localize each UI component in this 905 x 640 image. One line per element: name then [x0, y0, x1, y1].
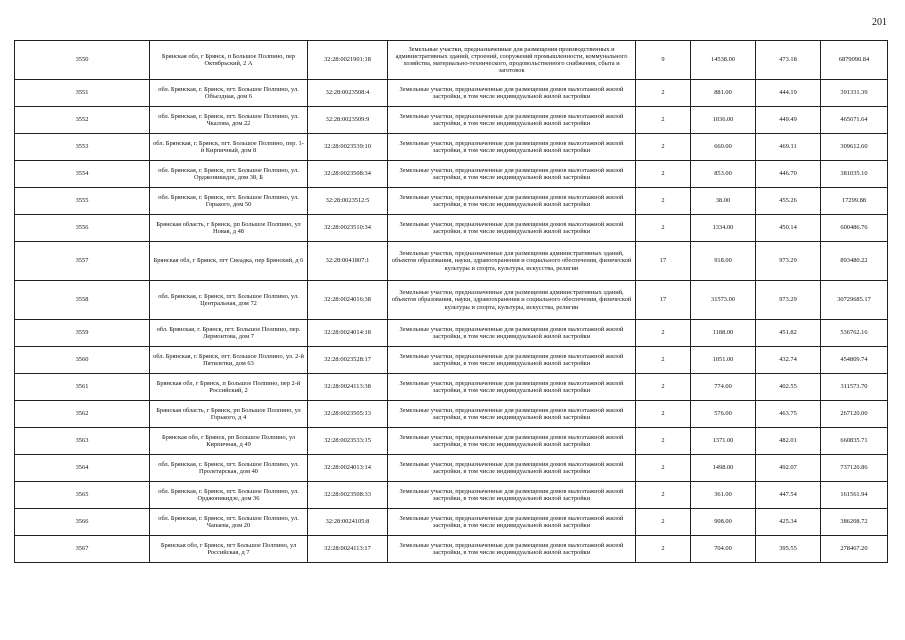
cadastral-number-cell: 32:28:0024105:8 [308, 509, 388, 536]
specific-value-cell: 973.29 [756, 281, 821, 320]
address-cell: обл. Брянская, г. Брянск, пгт. Большое Полпино, ул. Чкалова, дом 22 [150, 107, 308, 134]
cadastral-value-cell: 600486.76 [821, 215, 888, 242]
use-group-cell: 2 [636, 482, 691, 509]
land-use-description-cell: Земельные участки, предназначенные для размещения домов малоэтажной жилой застройки, в том числе индивидуальной жилой застройки [388, 374, 636, 401]
land-use-description-cell: Земельные участки, предназначенные для размещения домов малоэтажной жилой застройки, в том числе индивидуальной жилой застройки [388, 536, 636, 563]
row-number-cell: 3557 [15, 242, 150, 281]
address-cell: Брянская обл, г Брянск, рп Большое Полпино, ул Кирпичная, д 49 [150, 428, 308, 455]
row-number-cell: 3556 [15, 215, 150, 242]
cadastral-number-cell: 32:28:0024113:38 [308, 374, 388, 401]
row-number-cell: 3558 [15, 281, 150, 320]
address-cell: Брянская обл, г Брянск, пгт Большое Полпино, ул Российская, д 7 [150, 536, 308, 563]
address-cell: обл. Брянская, г. Брянск, пгт. Большое Полпино, ул. Орджоникидзе, дом 36 [150, 482, 308, 509]
specific-value-cell: 482.01 [756, 428, 821, 455]
area-cell: 853.00 [691, 161, 756, 188]
cadastral-number-cell: 32:28:0041807:1 [308, 242, 388, 281]
address-cell: обл. Брянская, г. Брянск, пгт. Большое Полпино, ул. Объездная, дом 6 [150, 80, 308, 107]
cadastral-value-cell: 267120.00 [821, 401, 888, 428]
use-group-cell: 2 [636, 80, 691, 107]
address-cell: Брянская обл, г Брянск, п Большое Полпино, пер 2-й Российский, 2 [150, 374, 308, 401]
use-group-cell: 2 [636, 320, 691, 347]
land-use-description-cell: Земельные участки, предназначенные для размещения домов малоэтажной жилой застройки, в том числе индивидуальной жилой застройки [388, 80, 636, 107]
row-number-cell: 3565 [15, 482, 150, 509]
cadastral-value-cell: 6879090.84 [821, 41, 888, 80]
use-group-cell: 2 [636, 374, 691, 401]
land-use-description-cell: Земельные участки, предназначенные для размещения административных зданий, объектов образования, науки, здравоохранения и социального обеспечения, физической культуры и спорта, культуры, искусства, религии [388, 281, 636, 320]
use-group-cell: 9 [636, 41, 691, 80]
use-group-cell: 2 [636, 401, 691, 428]
table-row [15, 281, 888, 320]
land-use-description-cell: Земельные участки, предназначенные для размещения домов малоэтажной жилой застройки, в том числе индивидуальной жилой застройки [388, 509, 636, 536]
cadastral-number-cell: 32:28:0024016:38 [308, 281, 388, 320]
specific-value-cell: 455.26 [756, 188, 821, 215]
specific-value-cell: 447.54 [756, 482, 821, 509]
cadastral-number-cell: 32:28:0023508:4 [308, 80, 388, 107]
table-row [15, 347, 888, 374]
cadastral-value-cell: 536762.16 [821, 320, 888, 347]
cadastral-value-cell: 30729685.17 [821, 281, 888, 320]
cadastral-number-cell: 32:28:0024013:14 [308, 455, 388, 482]
area-cell: 1498.00 [691, 455, 756, 482]
row-number-cell: 3559 [15, 320, 150, 347]
address-cell: обл. Брянская, г. Брянск, пгт. Большое Полпино, ул. 2-й Пятилетки, дом 63 [150, 347, 308, 374]
table-row [15, 188, 888, 215]
address-cell: Брянская область, г Брянск, рп Большое Полпино, ул Новая, д 48 [150, 215, 308, 242]
cadastral-number-cell: 32:28:0023505:13 [308, 401, 388, 428]
table-row [15, 536, 888, 563]
row-number-cell: 3555 [15, 188, 150, 215]
use-group-cell: 2 [636, 134, 691, 161]
specific-value-cell: 449.49 [756, 107, 821, 134]
area-cell: 14538.00 [691, 41, 756, 80]
table-row [15, 107, 888, 134]
cadastral-value-cell: 381035.10 [821, 161, 888, 188]
use-group-cell: 2 [636, 509, 691, 536]
cadastral-value-cell: 893480.22 [821, 242, 888, 281]
land-use-description-cell: Земельные участки, предназначенные для размещения домов малоэтажной жилой застройки, в том числе индивидуальной жилой застройки [388, 347, 636, 374]
land-use-description-cell: Земельные участки, предназначенные для размещения домов малоэтажной жилой застройки, в том числе индивидуальной жилой застройки [388, 215, 636, 242]
row-number-cell: 3564 [15, 455, 150, 482]
row-number-cell: 3560 [15, 347, 150, 374]
table-row [15, 428, 888, 455]
land-use-description-cell: Земельные участки, предназначенные для размещения домов малоэтажной жилой застройки, в том числе индивидуальной жилой застройки [388, 401, 636, 428]
area-cell: 1334.00 [691, 215, 756, 242]
area-cell: 1188.00 [691, 320, 756, 347]
use-group-cell: 2 [636, 428, 691, 455]
land-use-description-cell: Земельные участки, предназначенные для размещения административных зданий, объектов образования, науки, здравоохранения и социального обеспечения, физической культуры и спорта, культуры, искусства, религии [388, 242, 636, 281]
cadastral-number-cell: 32:28:0023508:33 [308, 482, 388, 509]
land-use-description-cell: Земельные участки, предназначенные для размещения домов малоэтажной жилой застройки, в том числе индивидуальной жилой застройки [388, 482, 636, 509]
specific-value-cell: 451.82 [756, 320, 821, 347]
address-cell: обл. Брянская, г. Брянск, пгт. Большое Полпино, ул. Центральная, дом 72 [150, 281, 308, 320]
table-row [15, 482, 888, 509]
table-row [15, 455, 888, 482]
cadastral-number-cell: 32:28:0023508:34 [308, 161, 388, 188]
cadastral-value-cell: 454809.74 [821, 347, 888, 374]
address-cell: обл. Брянская, г. Брянск, пгт. Большое Полпино, ул. Пролетарская, дом 40 [150, 455, 308, 482]
specific-value-cell: 432.74 [756, 347, 821, 374]
specific-value-cell: 450.14 [756, 215, 821, 242]
area-cell: 361.00 [691, 482, 756, 509]
use-group-cell: 2 [636, 107, 691, 134]
row-number-cell: 3552 [15, 107, 150, 134]
use-group-cell: 2 [636, 161, 691, 188]
address-cell: обл. Брянская, г. Брянск, пгт. Большое Полпино, ул. Чапаева, дом 20 [150, 509, 308, 536]
table-row [15, 374, 888, 401]
table-row [15, 242, 888, 281]
row-number-cell: 3567 [15, 536, 150, 563]
address-cell: обл. Брянская, г. Брянск, пгт. Большое Полпино, пер. Лермонтова, дом 7 [150, 320, 308, 347]
cadastral-value-table [14, 40, 888, 563]
use-group-cell: 2 [636, 215, 691, 242]
cadastral-value-cell: 660835.71 [821, 428, 888, 455]
table-row [15, 401, 888, 428]
row-number-cell: 3562 [15, 401, 150, 428]
use-group-cell: 2 [636, 188, 691, 215]
table-row [15, 215, 888, 242]
cadastral-value-cell: 311573.70 [821, 374, 888, 401]
area-cell: 774.00 [691, 374, 756, 401]
cadastral-number-cell: 32:28:0023539:10 [308, 134, 388, 161]
cadastral-number-cell: 32:28:0023533:15 [308, 428, 388, 455]
area-cell: 1371.00 [691, 428, 756, 455]
page-number: 201 [872, 17, 887, 28]
use-group-cell: 2 [636, 455, 691, 482]
cadastral-value-cell: 161561.94 [821, 482, 888, 509]
land-use-description-cell: Земельные участки, предназначенные для размещения домов малоэтажной жилой застройки, в том числе индивидуальной жилой застройки [388, 134, 636, 161]
address-cell: Брянская обл, г Брянск, п Большое Полпино, пер Октябрьский, 2 А [150, 41, 308, 80]
table-row [15, 320, 888, 347]
area-cell: 31573.00 [691, 281, 756, 320]
cadastral-value-cell: 309612.60 [821, 134, 888, 161]
row-number-cell: 3561 [15, 374, 150, 401]
specific-value-cell: 395.55 [756, 536, 821, 563]
row-number-cell: 3563 [15, 428, 150, 455]
cadastral-value-cell: 391331.39 [821, 80, 888, 107]
table-body [15, 41, 888, 563]
specific-value-cell: 446.70 [756, 161, 821, 188]
land-use-description-cell: Земельные участки, предназначенные для размещения производственных и административных зданий, строений, сооружений промышленности, коммунального хозяйства, материально-технического, продовольственного снабжения, сбыта и заготовок [388, 41, 636, 80]
cadastral-value-cell: 465671.64 [821, 107, 888, 134]
specific-value-cell: 463.75 [756, 401, 821, 428]
area-cell: 908.00 [691, 509, 756, 536]
specific-value-cell: 425.34 [756, 509, 821, 536]
specific-value-cell: 492.07 [756, 455, 821, 482]
row-number-cell: 3551 [15, 80, 150, 107]
area-cell: 576.00 [691, 401, 756, 428]
cadastral-value-cell: 737120.86 [821, 455, 888, 482]
table-row [15, 134, 888, 161]
row-number-cell: 3566 [15, 509, 150, 536]
specific-value-cell: 402.55 [756, 374, 821, 401]
address-cell: Брянская область, г Брянск, рп Большое Полпино, ул Горького, д 4 [150, 401, 308, 428]
cadastral-number-cell: 32:28:0023512:5 [308, 188, 388, 215]
specific-value-cell: 469.11 [756, 134, 821, 161]
area-cell: 38.00 [691, 188, 756, 215]
address-cell: Брянская обл, г Брянск, пгт Свеадка, пер Брянский, д 6 [150, 242, 308, 281]
use-group-cell: 17 [636, 281, 691, 320]
row-number-cell: 3554 [15, 161, 150, 188]
cadastral-number-cell: 32:28:0023528:17 [308, 347, 388, 374]
area-cell: 881.00 [691, 80, 756, 107]
land-use-description-cell: Земельные участки, предназначенные для размещения домов малоэтажной жилой застройки, в том числе индивидуальной жилой застройки [388, 161, 636, 188]
cadastral-number-cell: 32:28:0024113:17 [308, 536, 388, 563]
area-cell: 1036.00 [691, 107, 756, 134]
area-cell: 704.00 [691, 536, 756, 563]
table-row [15, 161, 888, 188]
area-cell: 1051.00 [691, 347, 756, 374]
land-use-description-cell: Земельные участки, предназначенные для размещения домов малоэтажной жилой застройки, в том числе индивидуальной жилой застройки [388, 428, 636, 455]
specific-value-cell: 973.29 [756, 242, 821, 281]
table-row [15, 509, 888, 536]
area-cell: 660.00 [691, 134, 756, 161]
land-use-description-cell: Земельные участки, предназначенные для размещения домов малоэтажной жилой застройки, в том числе индивидуальной жилой застройки [388, 107, 636, 134]
cadastral-value-cell: 17299.88 [821, 188, 888, 215]
row-number-cell: 3550 [15, 41, 150, 80]
address-cell: обл. Брянская, г. Брянск, пгт. Большое Полпино, ул. Горького, дом 50 [150, 188, 308, 215]
land-use-description-cell: Земельные участки, предназначенные для размещения домов малоэтажной жилой застройки, в том числе индивидуальной жилой застройки [388, 455, 636, 482]
cadastral-value-cell: 278467.20 [821, 536, 888, 563]
address-cell: обл. Брянская, г. Брянск, пгт. Большое Полпино, пер. 1-й Кирпичный, дом 8 [150, 134, 308, 161]
area-cell: 918.00 [691, 242, 756, 281]
specific-value-cell: 444.19 [756, 80, 821, 107]
cadastral-number-cell: 32:28:0023510:34 [308, 215, 388, 242]
specific-value-cell: 473.18 [756, 41, 821, 80]
cadastral-number-cell: 32:28:0023509:9 [308, 107, 388, 134]
cadastral-number-cell: 32:28:0024014:18 [308, 320, 388, 347]
table-row [15, 41, 888, 80]
land-use-description-cell: Земельные участки, предназначенные для размещения домов малоэтажной жилой застройки, в том числе индивидуальной жилой застройки [388, 188, 636, 215]
table-row [15, 80, 888, 107]
cadastral-value-cell: 386208.72 [821, 509, 888, 536]
row-number-cell: 3553 [15, 134, 150, 161]
use-group-cell: 2 [636, 347, 691, 374]
use-group-cell: 17 [636, 242, 691, 281]
cadastral-number-cell: 32:28:0021901:18 [308, 41, 388, 80]
land-use-description-cell: Земельные участки, предназначенные для размещения домов малоэтажной жилой застройки, в том числе индивидуальной жилой застройки [388, 320, 636, 347]
address-cell: обл. Брянская, г. Брянск, пгт. Большое Полпино, ул. Орджоникидзе, дом 38, Б [150, 161, 308, 188]
use-group-cell: 2 [636, 536, 691, 563]
